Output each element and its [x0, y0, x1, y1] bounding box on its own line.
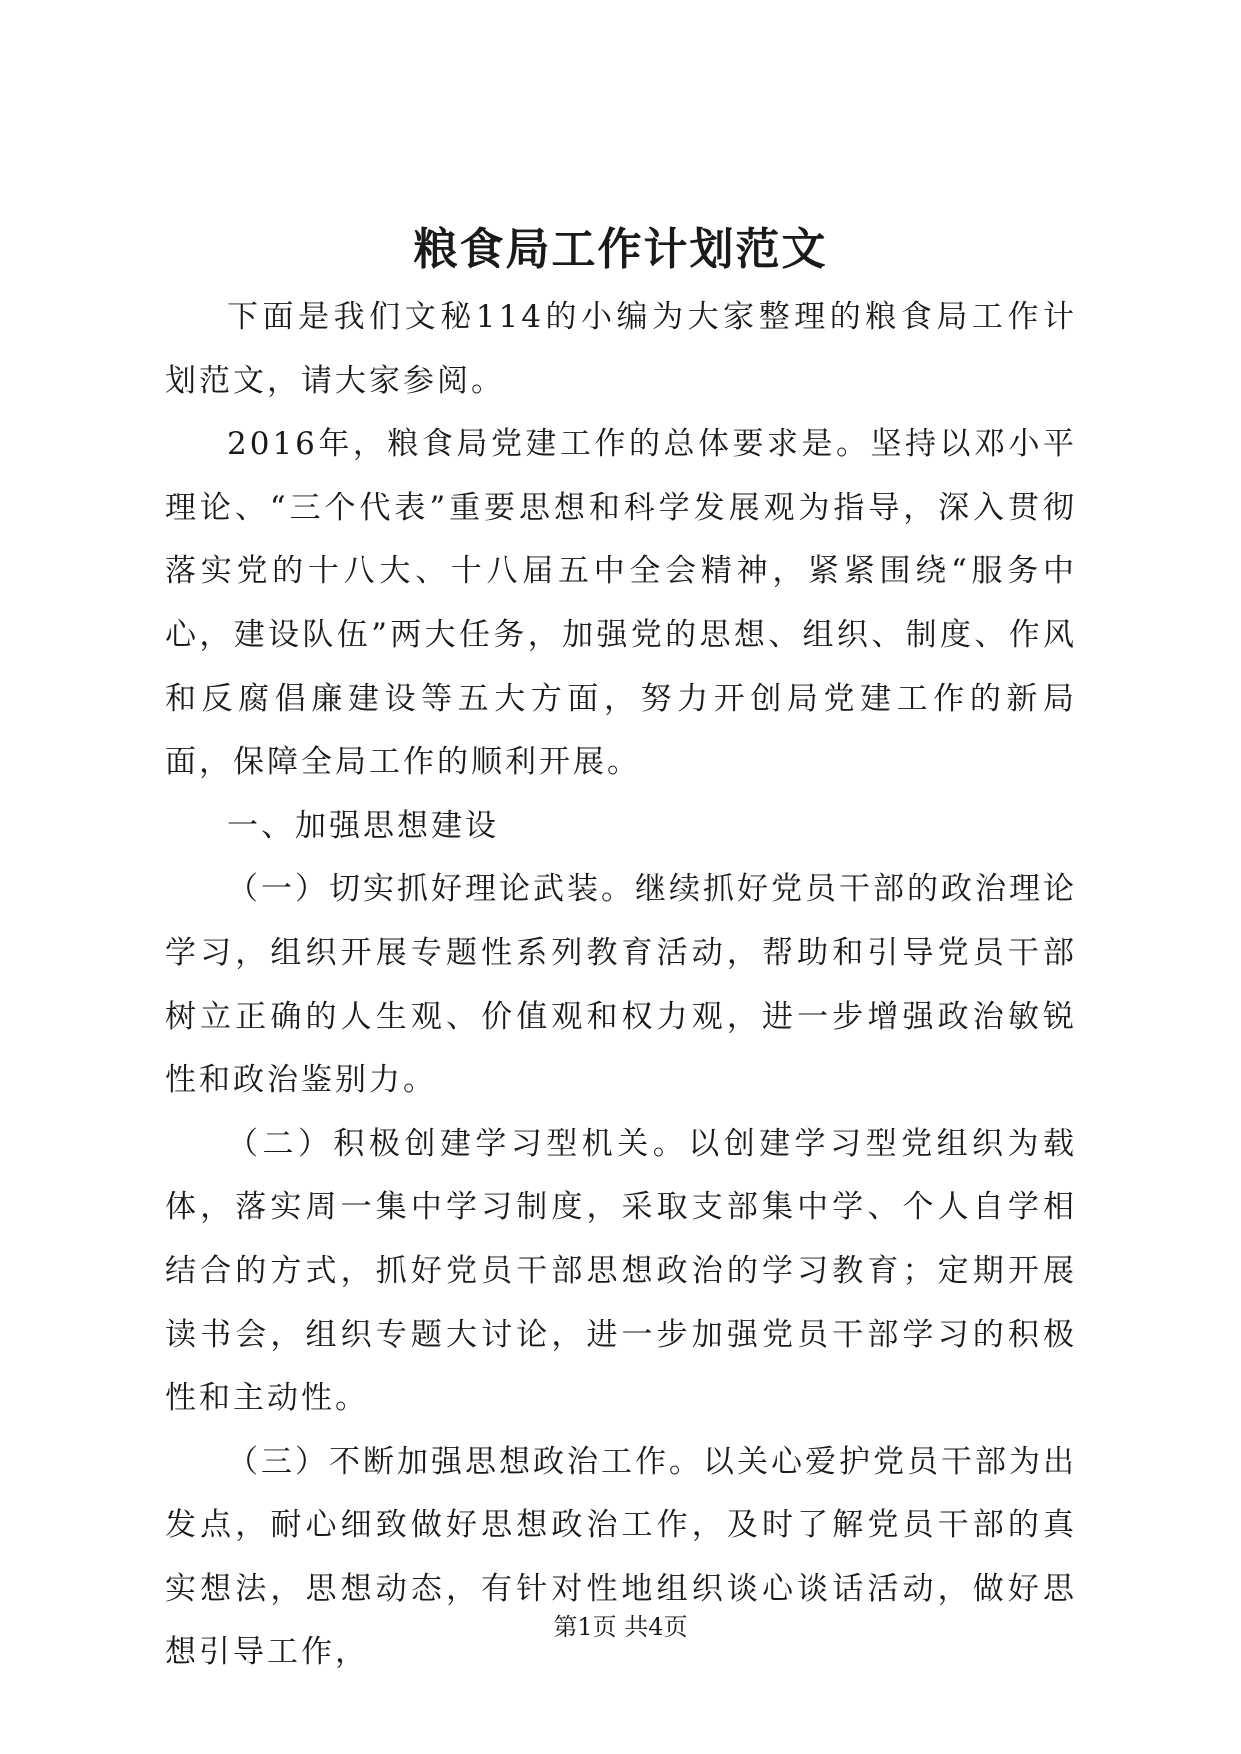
document-title: 粮食局工作计划范文	[413, 224, 828, 275]
paragraph-item-3: （三）不断加强思想政治工作。以关心爱护党员干部为出发点，耐心细致做好思想政治工作，及时了解党员干部的真实想法，思想动态，有针对性地组织谈心谈话活动，做好思想引导工作，	[165, 1443, 1077, 1671]
section-heading-ideology: 一、加强思想建设	[227, 807, 499, 844]
paragraph-item-1: （一）切实抓好理论武装。继续抓好党员干部的政治理论学习，组织开展专题性系列教育活动，帮助和引导党员干部树立正确的人生观、价值观和权力观，进一步增强政治敏锐性和政治鉴别力。	[165, 871, 1077, 1099]
page-number-label: 第1页 共4页	[553, 1613, 688, 1641]
page-footer	[0, 1612, 1241, 1642]
document-body	[165, 286, 1077, 1685]
paragraph-item-2: （二）积极创建学习型机关。以创建学习型党组织为载体，落实周一集中学习制度，采取支部集中学、个人自学相结合的方式，抓好党员干部思想政治的学习教育；定期开展读书会，组织专题大讨论，进一步加强党员干部学习的积极性和主动性。	[165, 1125, 1077, 1417]
paragraph-overview: 2016年，粮食局党建工作的总体要求是。坚持以邓小平理论、“三个代表”重要思想和科学发展观为指导，深入贯彻落实党的十八大、十八届五中全会精神，紧紧围绕“服务中心，建设队伍”两大任务，加强党的思想、组织、制度、作风和反腐倡廉建设等五大方面，努力开创局党建工作的新局面，保障全局工作的顺利开展。	[165, 426, 1077, 781]
paragraph-intro: 下面是我们文秘114的小编为大家整理的粮食局工作计划范文，请大家参阅。	[165, 299, 1077, 399]
